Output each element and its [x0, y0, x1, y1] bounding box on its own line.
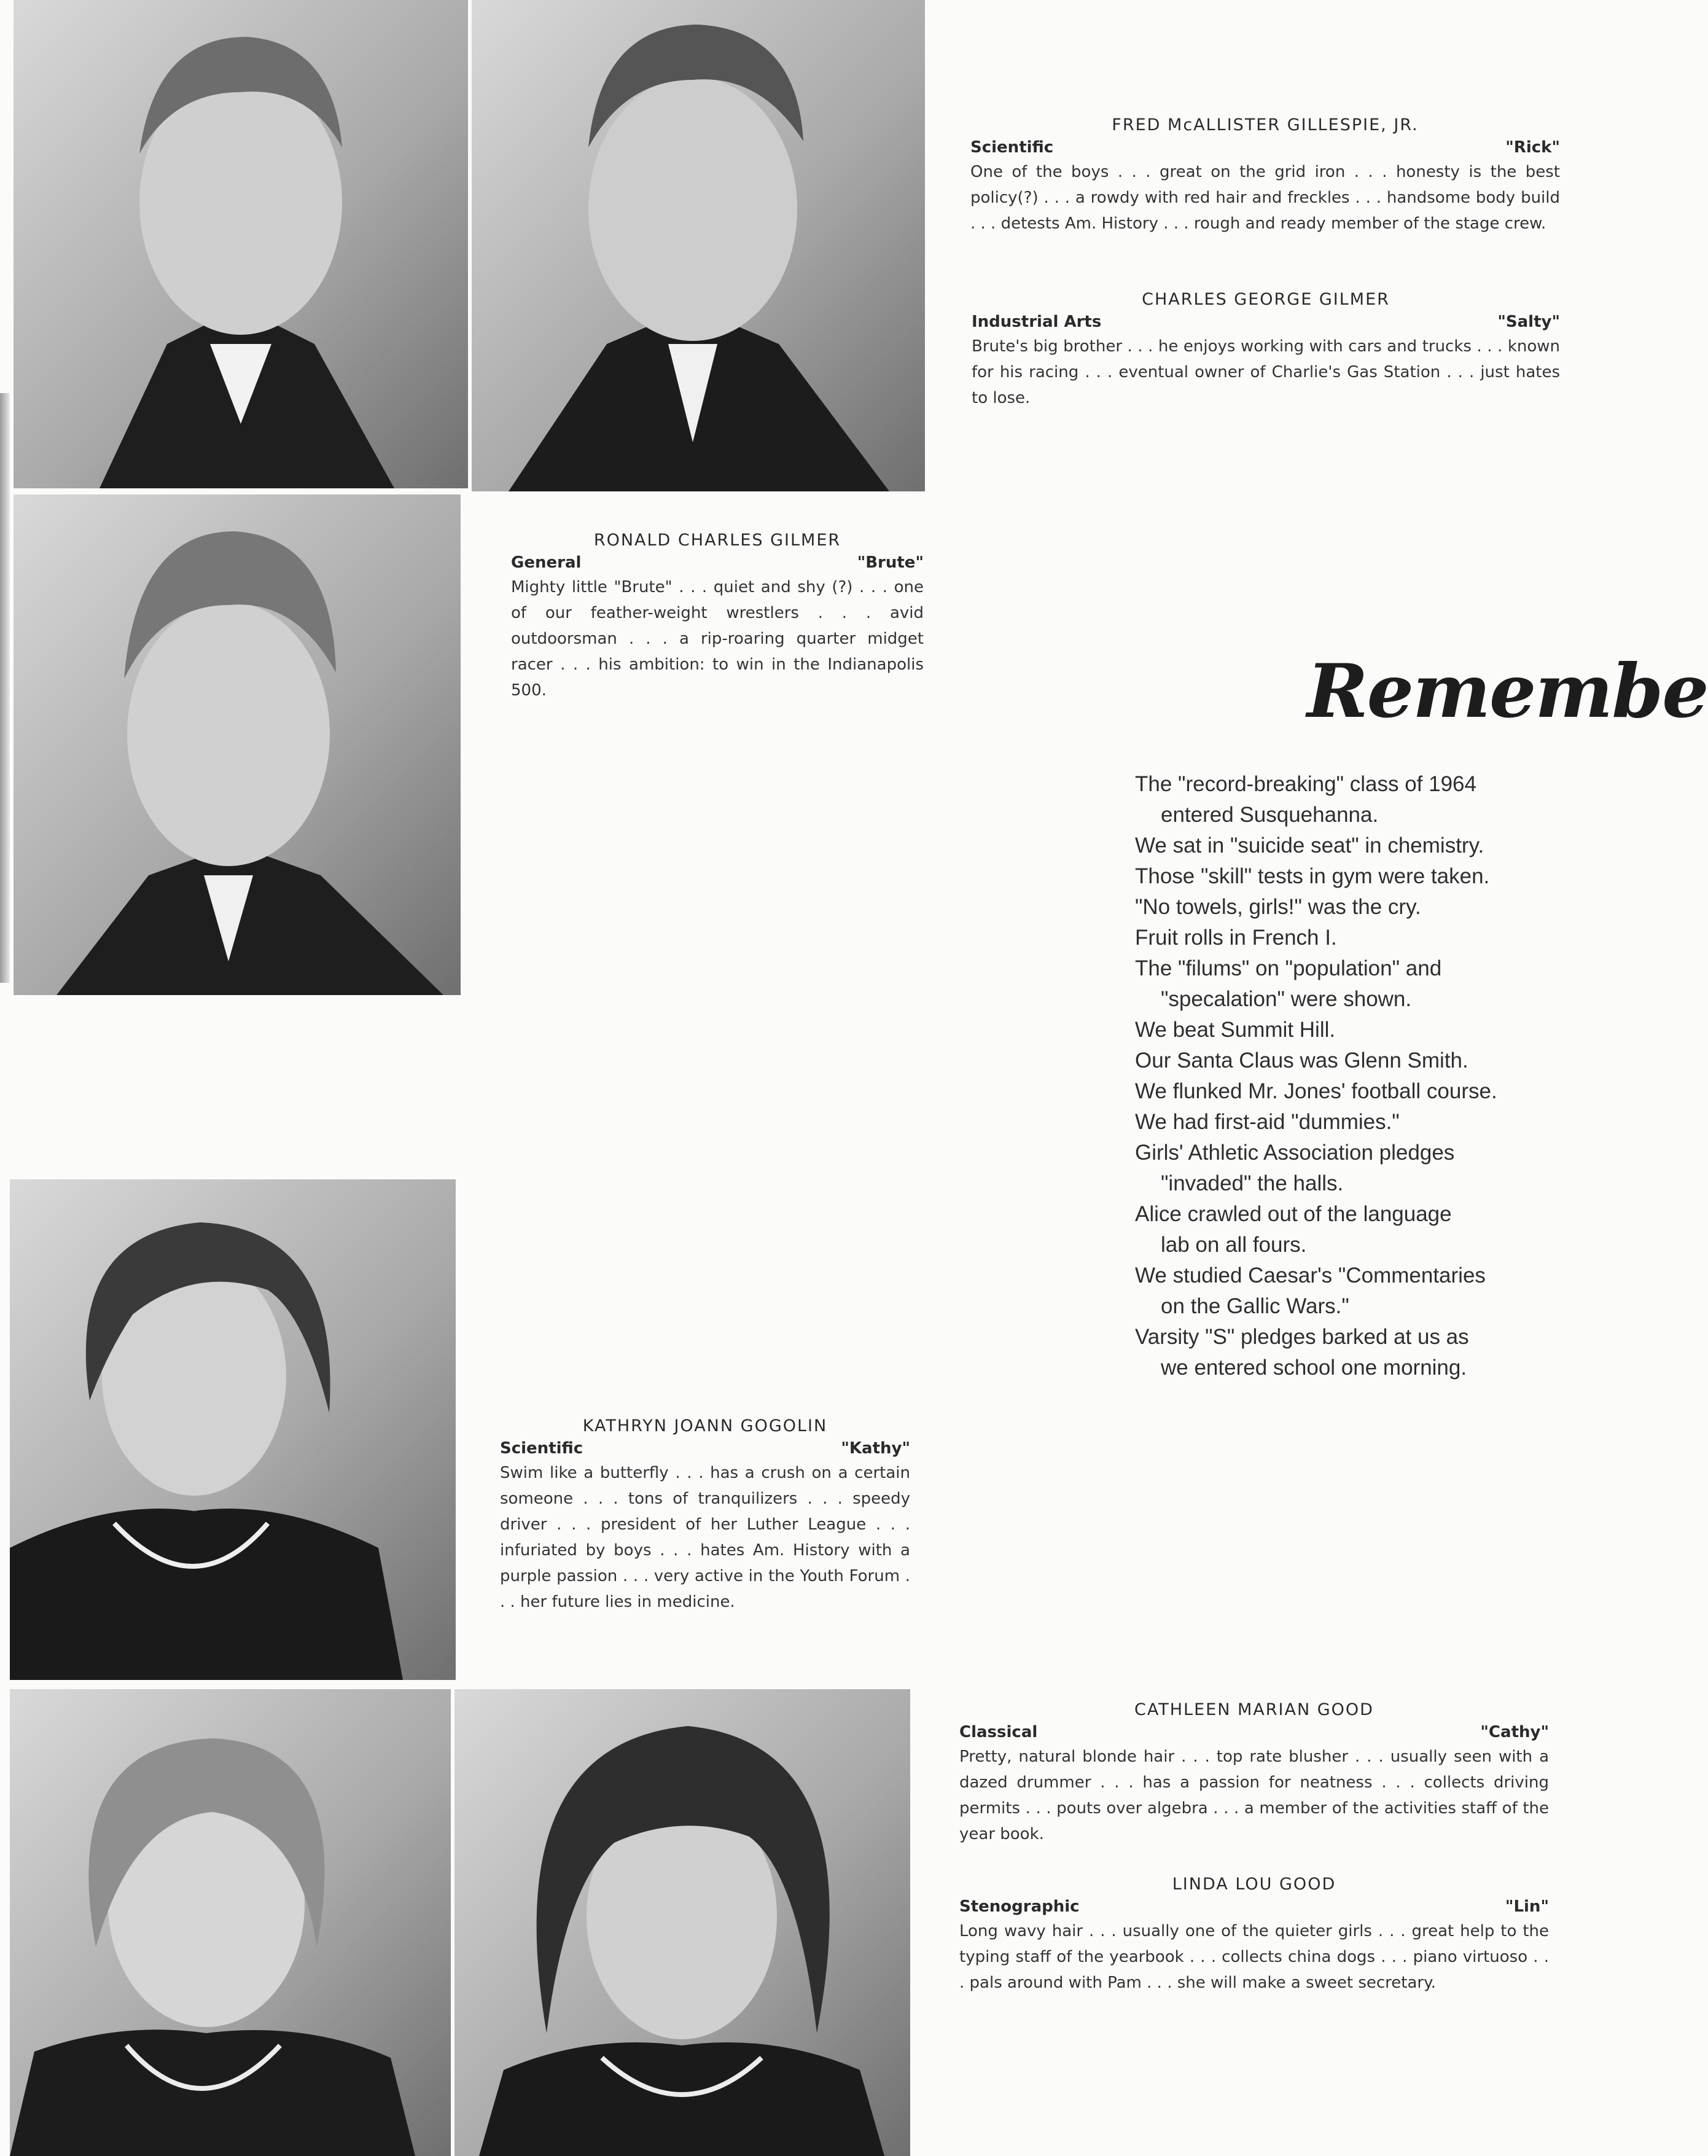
student-nickname: "Lin": [1505, 1897, 1549, 1916]
poem-line: we entered school one morning.: [1161, 1356, 1467, 1380]
portrait-fred: [14, 0, 468, 488]
poem-line: We beat Summit Hill.: [1135, 1018, 1336, 1042]
poem-line: "invaded" the halls.: [1161, 1171, 1344, 1195]
student-nickname: "Cathy": [1480, 1723, 1549, 1741]
student-name: KATHRYN JOANN GOGOLIN: [582, 1416, 828, 1435]
poem-line: Our Santa Claus was Glenn Smith.: [1135, 1049, 1468, 1072]
portrait-charles: [472, 0, 925, 491]
student-course: Industrial Arts: [972, 313, 1102, 331]
poem-line: Varsity "S" pledges barked at us as: [1135, 1325, 1469, 1349]
student-nickname: "Kathy": [841, 1439, 910, 1458]
student-name: CHARLES GEORGE GILMER: [1142, 290, 1390, 309]
poem-line: Alice crawled out of the language: [1135, 1202, 1452, 1226]
student-nickname: "Rick": [1505, 138, 1560, 157]
poem-line: We had first-aid "dummies.": [1135, 1110, 1400, 1134]
student-name: RONALD CHARLES GILMER: [593, 531, 841, 550]
portrait-kathryn: [10, 1179, 456, 1680]
remember-poem: [1135, 769, 1553, 1383]
poem-line: "specalation" were shown.: [1161, 987, 1412, 1011]
poem-line: The "filums" on "population" and: [1135, 956, 1442, 980]
poem-line: "No towels, girls!" was the cry.: [1135, 895, 1421, 919]
poem-line: The "record-breaking" class of 1964: [1135, 772, 1476, 796]
entry-kathryn: [500, 1416, 910, 1615]
portrait-ronald: [14, 494, 461, 995]
portrait-linda: [454, 1689, 910, 2156]
entry-cathleen: [959, 1700, 1549, 1847]
poem-line: entered Susquehanna.: [1161, 803, 1379, 827]
remember-heading: Remembe: [1307, 648, 1708, 735]
student-course: General: [511, 553, 582, 572]
student-course: Stenographic: [959, 1897, 1080, 1916]
poem-line: Those "skill" tests in gym were taken.: [1135, 864, 1490, 888]
student-description: Brute's big brother . . . he enjoys working with cars and trucks . . . known for his racing . . . eventual owner of Charlie's Gas Station . . . just hates to lose.: [972, 337, 1560, 407]
student-description: Pretty, natural blonde hair . . . top rate blusher . . . usually seen with a dazed drummer . . . has a passion for neatness . . . collects driving permits . . . pouts over algebra . . . a member of the activities staff of the year book.: [959, 1748, 1549, 1843]
poem-line: We studied Caesar's "Commentaries: [1135, 1264, 1486, 1287]
poem-line: Girls' Athletic Association pledges: [1135, 1141, 1455, 1165]
poem-line: lab on all fours.: [1161, 1233, 1307, 1257]
student-description: Swim like a butterfly . . . has a crush on a certain someone . . . tons of tranquilizers . . . speedy driver . . . president of her Luther League . . . infuriated by boys . . . hates Am. History with a purple passion . . . very active in the Youth Forum . . . her future lies in medicine.: [500, 1464, 910, 1611]
portrait-cathleen: [10, 1689, 451, 2156]
student-name: FRED McALLISTER GILLESPIE, JR.: [1112, 115, 1419, 135]
student-course: Scientific: [500, 1439, 583, 1458]
entry-linda: [959, 1875, 1549, 1996]
student-description: Mighty little "Brute" . . . quiet and shy (?) . . . one of our feather-weight wrestlers . . . avid outdoorsman . . . a rip-roaring quarter midget racer . . . his ambition: to win in the Indianapolis 500.: [511, 578, 924, 700]
poem-line: We flunked Mr. Jones' football course.: [1135, 1079, 1497, 1103]
student-name: LINDA LOU GOOD: [1172, 1875, 1336, 1894]
student-nickname: "Salty": [1497, 313, 1560, 331]
student-description: Long wavy hair . . . usually one of the quieter girls . . . great help to the typing staff of the yearbook . . . collects china dogs . . . piano virtuoso . . . pals around with Pam . . . she will make a sweet secretary.: [959, 1922, 1549, 1992]
poem-line: We sat in "suicide seat" in chemistry.: [1135, 834, 1484, 857]
entry-fred: [970, 115, 1560, 236]
student-nickname: "Brute": [857, 553, 924, 572]
entry-charles: [972, 290, 1560, 411]
poem-line: on the Gallic Wars.": [1161, 1294, 1349, 1318]
student-name: CATHLEEN MARIAN GOOD: [1134, 1700, 1374, 1719]
student-description: One of the boys . . . great on the grid iron . . . honesty is the best policy(?) . . . a rowdy with red hair and freckles . . . handsome body build . . . detests Am. History . . . rough and ready member of the stage crew.: [970, 163, 1560, 233]
entry-ronald: [511, 531, 924, 703]
student-course: Classical: [959, 1723, 1038, 1741]
page-binding-shadow: [0, 393, 10, 983]
student-course: Scientific: [970, 138, 1054, 157]
poem-line: Fruit rolls in French I.: [1135, 926, 1337, 950]
